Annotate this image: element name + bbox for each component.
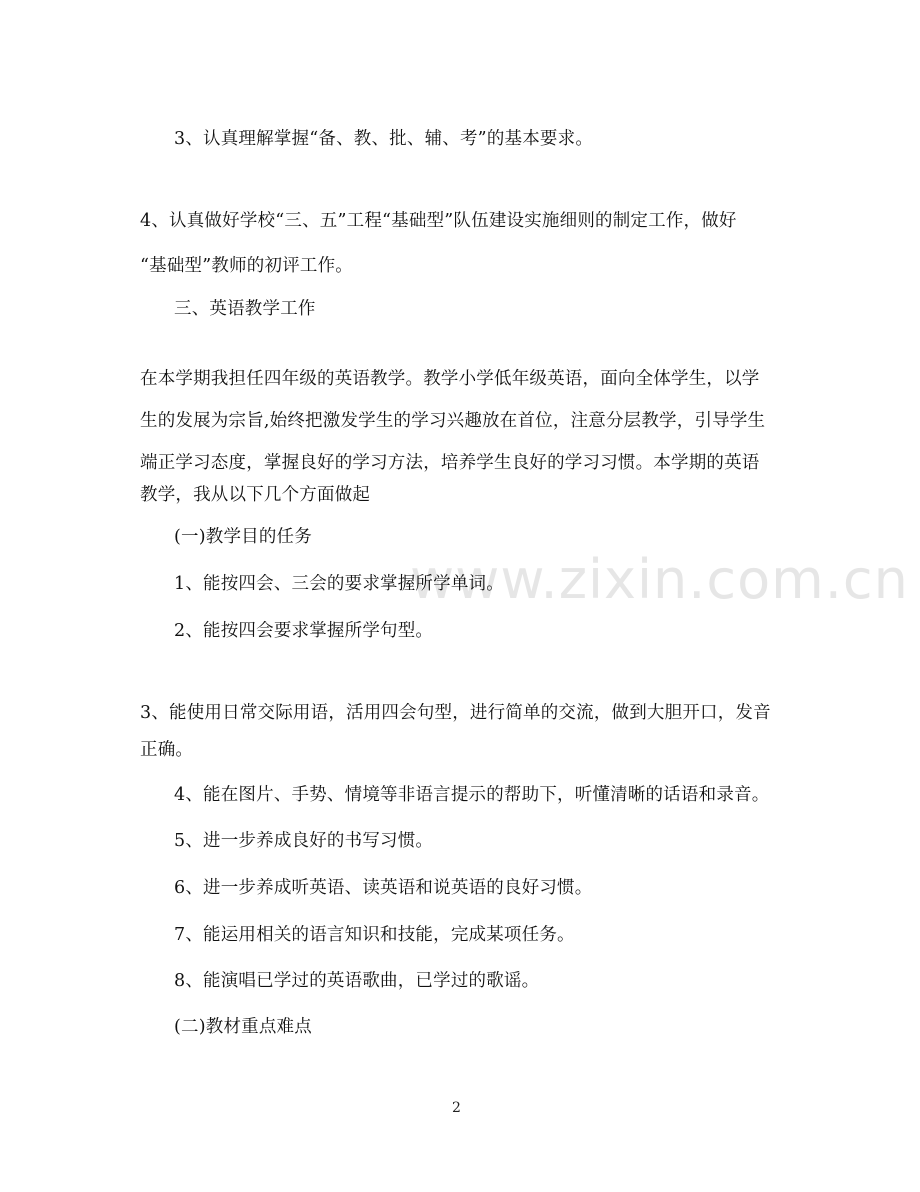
subheading-goals: (一)教学目的任务 [174,527,312,547]
paragraph-line-2: 生的发展为宗旨,始终把激发学生的学习兴趣放在首位，注意分层教学，引导学生 [140,411,766,431]
goal-item-4: 4、能在图片、手势、情境等非语言提示的帮助下，听懂清晰的话语和录音。 [174,785,770,805]
text-line-requirement-4: 4、认真做好学校“三、五”工程“基础型”队伍建设实施细则的制定工作，做好 [140,211,737,231]
watermark-text: www.zixin.com.cn [410,548,909,611]
goal-item-5: 5、进一步养成良好的书写习惯。 [174,831,434,851]
goal-item-2: 2、能按四会要求掌握所学句型。 [174,621,434,641]
paragraph-line-3: 端正学习态度，掌握良好的学习方法，培养学生良好的学习习惯。本学期的英语 [140,453,760,473]
goal-item-8: 8、能演唱已学过的英语歌曲，已学过的歌谣。 [174,971,540,991]
text-line-requirement-4-cont: “基础型”教师的初评工作。 [140,256,353,276]
goal-item-3-cont: 正确。 [140,740,194,760]
goal-item-3: 3、能使用日常交际用语，活用四会句型，进行简单的交流，做到大胆开口，发音 [140,703,771,723]
goal-item-1: 1、能按四会、三会的要求掌握所学单词。 [174,574,504,594]
paragraph-line-4: 教学，我从以下几个方面做起 [140,485,371,505]
page-number: 2 [452,1100,461,1116]
goal-item-7: 7、能运用相关的语言知识和技能，完成某项任务。 [174,925,575,945]
text-line-requirement-3: 3、认真理解掌握“备、教、批、辅、考”的基本要求。 [174,129,594,149]
section-heading-english-teaching: 三、英语教学工作 [174,299,316,319]
paragraph-line-1: 在本学期我担任四年级的英语教学。教学小学低年级英语，面向全体学生，以学 [140,369,760,389]
subheading-key-points: (二)教材重点难点 [174,1017,312,1037]
goal-item-6: 6、进一步养成听英语、读英语和说英语的良好习惯。 [174,878,593,898]
